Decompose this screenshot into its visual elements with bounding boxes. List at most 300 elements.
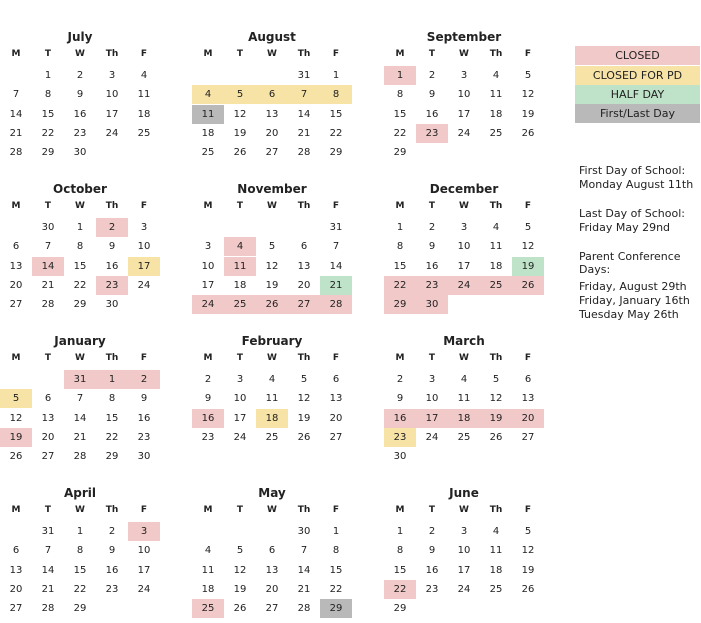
day-cell: 14 (9, 109, 23, 120)
day-cell: 17 (457, 109, 471, 120)
day-cell: 8 (332, 545, 340, 556)
day-cell: 4 (492, 222, 500, 233)
day-cell: 14 (329, 261, 343, 272)
weekday-header: F (332, 505, 340, 515)
weekday-header: W (75, 353, 85, 363)
day-cell: 2 (204, 374, 212, 385)
day-cell: 21 (297, 128, 311, 139)
day-cell: 13 (521, 393, 535, 404)
weekday-header: W (459, 505, 469, 515)
day-cell: 13 (329, 393, 343, 404)
day-cell: 12 (233, 565, 247, 576)
day-cell: 12 (233, 109, 247, 120)
day-cell: 5 (524, 222, 532, 233)
weekday-header: T (44, 353, 52, 363)
weekday-header: M (11, 49, 21, 59)
day-cell: 13 (41, 413, 55, 424)
weekday-header: W (459, 49, 469, 59)
day-cell: 3 (204, 241, 212, 252)
day-cell: 10 (457, 89, 471, 100)
month-title: April (63, 486, 97, 500)
day-cell: 19 (521, 565, 535, 576)
day-cell: 20 (512, 409, 544, 428)
day-cell: 28 (9, 147, 23, 158)
day-cell: 3 (108, 70, 116, 81)
month-title: February (241, 334, 303, 348)
legend-closed-for-pd: CLOSED FOR PD (575, 66, 700, 85)
weekday-header: W (459, 353, 469, 363)
day-cell: 17 (457, 261, 471, 272)
day-cell: 11 (201, 565, 215, 576)
day-cell: 26 (512, 276, 544, 295)
day-cell: 2 (428, 70, 436, 81)
day-cell: 25 (224, 295, 256, 314)
day-cell: 3 (236, 374, 244, 385)
day-cell: 21 (320, 276, 352, 295)
day-cell: 7 (288, 85, 320, 104)
weekday-header: Th (297, 49, 311, 59)
day-cell: 22 (105, 432, 119, 443)
day-cell: 13 (297, 261, 311, 272)
day-cell: 4 (192, 85, 224, 104)
day-cell: 12 (521, 545, 535, 556)
day-cell: 18 (489, 261, 503, 272)
day-cell: 15 (393, 565, 407, 576)
day-cell: 15 (393, 261, 407, 272)
conference-date: Friday, January 16th (579, 294, 690, 307)
day-cell: 1 (396, 222, 404, 233)
day-cell: 11 (137, 89, 151, 100)
day-cell: 8 (76, 241, 84, 252)
day-cell: 2 (428, 222, 436, 233)
day-cell: 22 (73, 280, 87, 291)
day-cell: 18 (256, 409, 288, 428)
day-cell: 8 (44, 89, 52, 100)
weekday-header: F (140, 353, 148, 363)
weekday-header: Th (297, 201, 311, 211)
day-cell: 29 (329, 147, 343, 158)
day-cell: 29 (105, 451, 119, 462)
day-cell: 9 (76, 89, 84, 100)
day-cell: 3 (428, 374, 436, 385)
month-title: September (426, 30, 502, 44)
month-title: December (429, 182, 499, 196)
day-cell: 25 (137, 128, 151, 139)
day-cell: 9 (396, 393, 404, 404)
day-cell: 28 (41, 299, 55, 310)
month-title: January (54, 334, 106, 348)
day-cell: 12 (9, 413, 23, 424)
day-cell: 18 (201, 584, 215, 595)
day-cell: 12 (521, 89, 535, 100)
day-cell: 31 (297, 70, 311, 81)
day-cell: 5 (236, 545, 244, 556)
month-title: November (237, 182, 307, 196)
day-cell: 16 (192, 409, 224, 428)
day-cell: 16 (384, 409, 416, 428)
day-cell: 4 (140, 70, 148, 81)
day-cell: 11 (489, 241, 503, 252)
day-cell: 1 (44, 70, 52, 81)
weekday-header: Th (297, 505, 311, 515)
day-cell: 29 (320, 599, 352, 618)
weekday-header: M (203, 505, 213, 515)
day-cell: 24 (448, 276, 480, 295)
day-cell: 14 (32, 257, 64, 276)
day-cell: 27 (265, 147, 279, 158)
day-cell: 15 (41, 109, 55, 120)
day-cell: 10 (457, 241, 471, 252)
day-cell: 30 (416, 295, 448, 314)
weekday-header: Th (489, 505, 503, 515)
day-cell: 18 (137, 109, 151, 120)
weekday-header: T (428, 505, 436, 515)
day-cell: 29 (73, 603, 87, 614)
day-cell: 8 (396, 241, 404, 252)
day-cell: 4 (492, 70, 500, 81)
weekday-header: F (524, 49, 532, 59)
day-cell: 14 (297, 565, 311, 576)
weekday-header: W (459, 201, 469, 211)
conference-date: Tuesday May 26th (579, 308, 679, 321)
day-cell: 4 (492, 526, 500, 537)
day-cell: 30 (41, 222, 55, 233)
day-cell: 31 (41, 526, 55, 537)
day-cell: 30 (137, 451, 151, 462)
weekday-header: W (75, 49, 85, 59)
day-cell: 2 (96, 218, 128, 237)
day-cell: 7 (332, 241, 340, 252)
day-cell: 19 (297, 413, 311, 424)
day-cell: 17 (233, 413, 247, 424)
day-cell: 10 (425, 393, 439, 404)
day-cell: 8 (396, 545, 404, 556)
day-cell: 7 (76, 393, 84, 404)
day-cell: 15 (329, 109, 343, 120)
day-cell: 17 (201, 280, 215, 291)
month-title: March (443, 334, 485, 348)
day-cell: 10 (457, 545, 471, 556)
day-cell: 11 (265, 393, 279, 404)
weekday-header: F (140, 49, 148, 59)
day-cell: 6 (332, 374, 340, 385)
weekday-header: F (524, 505, 532, 515)
day-cell: 21 (73, 432, 87, 443)
day-cell: 10 (201, 261, 215, 272)
weekday-header: T (428, 353, 436, 363)
day-cell: 16 (425, 261, 439, 272)
day-cell: 18 (448, 409, 480, 428)
day-cell: 1 (332, 70, 340, 81)
weekday-header: M (395, 505, 405, 515)
day-cell: 15 (105, 413, 119, 424)
legend-closed: CLOSED (575, 46, 700, 65)
day-cell: 6 (12, 545, 20, 556)
day-cell: 1 (76, 526, 84, 537)
weekday-header: Th (105, 505, 119, 515)
day-cell: 28 (297, 603, 311, 614)
day-cell: 20 (9, 584, 23, 595)
first-day-heading: First Day of School: (579, 164, 686, 177)
weekday-header: T (236, 49, 244, 59)
day-cell: 23 (73, 128, 87, 139)
day-cell: 23 (137, 432, 151, 443)
day-cell: 6 (12, 241, 20, 252)
day-cell: 30 (297, 526, 311, 537)
day-cell: 21 (9, 128, 23, 139)
day-cell: 6 (44, 393, 52, 404)
day-cell: 16 (73, 109, 87, 120)
day-cell: 15 (329, 565, 343, 576)
day-cell: 31 (64, 370, 96, 389)
day-cell: 25 (265, 432, 279, 443)
day-cell: 27 (521, 432, 535, 443)
day-cell: 10 (137, 545, 151, 556)
day-cell: 3 (460, 70, 468, 81)
day-cell: 21 (41, 280, 55, 291)
day-cell: 19 (521, 109, 535, 120)
day-cell: 8 (76, 545, 84, 556)
day-cell: 28 (73, 451, 87, 462)
day-cell: 17 (137, 565, 151, 576)
day-cell: 25 (480, 276, 512, 295)
day-cell: 20 (329, 413, 343, 424)
weekday-header: T (428, 49, 436, 59)
day-cell: 5 (524, 70, 532, 81)
weekday-header: F (140, 201, 148, 211)
day-cell: 27 (9, 299, 23, 310)
day-cell: 9 (140, 393, 148, 404)
day-cell: 30 (393, 451, 407, 462)
day-cell: 19 (480, 409, 512, 428)
day-cell: 5 (492, 374, 500, 385)
day-cell: 1 (96, 370, 128, 389)
day-cell: 5 (224, 85, 256, 104)
day-cell: 21 (41, 584, 55, 595)
day-cell: 15 (73, 565, 87, 576)
day-cell: 12 (297, 393, 311, 404)
weekday-header: T (44, 49, 52, 59)
day-cell: 23 (96, 276, 128, 295)
day-cell: 22 (384, 276, 416, 295)
day-cell: 18 (489, 109, 503, 120)
day-cell: 13 (9, 261, 23, 272)
weekday-header: W (267, 201, 277, 211)
day-cell: 25 (489, 584, 503, 595)
day-cell: 18 (201, 128, 215, 139)
day-cell: 20 (297, 280, 311, 291)
day-cell: 16 (137, 413, 151, 424)
day-cell: 9 (204, 393, 212, 404)
day-cell: 19 (0, 428, 32, 447)
weekday-header: F (524, 353, 532, 363)
last-day-heading: Last Day of School: (579, 207, 685, 220)
day-cell: 29 (384, 295, 416, 314)
weekday-header: T (44, 505, 52, 515)
weekday-header: M (203, 201, 213, 211)
day-cell: 23 (384, 428, 416, 447)
day-cell: 11 (192, 105, 224, 124)
weekday-header: M (395, 353, 405, 363)
weekday-header: F (524, 201, 532, 211)
conference-date: Friday, August 29th (579, 280, 687, 293)
day-cell: 30 (105, 299, 119, 310)
day-cell: 4 (460, 374, 468, 385)
day-cell: 22 (41, 128, 55, 139)
weekday-header: F (332, 201, 340, 211)
weekday-header: M (395, 49, 405, 59)
day-cell: 29 (393, 603, 407, 614)
day-cell: 26 (521, 584, 535, 595)
weekday-header: F (332, 353, 340, 363)
day-cell: 29 (41, 147, 55, 158)
day-cell: 9 (428, 89, 436, 100)
day-cell: 19 (265, 280, 279, 291)
day-cell: 2 (428, 526, 436, 537)
day-cell: 6 (256, 85, 288, 104)
day-cell: 6 (268, 545, 276, 556)
day-cell: 12 (521, 241, 535, 252)
day-cell: 22 (384, 580, 416, 599)
day-cell: 9 (428, 241, 436, 252)
weekday-header: Th (489, 353, 503, 363)
day-cell: 9 (428, 545, 436, 556)
day-cell: 27 (265, 603, 279, 614)
day-cell: 17 (457, 565, 471, 576)
day-cell: 1 (396, 526, 404, 537)
day-cell: 8 (396, 89, 404, 100)
day-cell: 9 (108, 241, 116, 252)
day-cell: 7 (12, 89, 20, 100)
day-cell: 26 (9, 451, 23, 462)
day-cell: 2 (396, 374, 404, 385)
day-cell: 20 (265, 584, 279, 595)
day-cell: 8 (108, 393, 116, 404)
day-cell: 25 (192, 599, 224, 618)
day-cell: 8 (320, 85, 352, 104)
day-cell: 5 (268, 241, 276, 252)
day-cell: 2 (76, 70, 84, 81)
day-cell: 27 (9, 603, 23, 614)
day-cell: 25 (201, 147, 215, 158)
day-cell: 19 (233, 584, 247, 595)
day-cell: 7 (300, 545, 308, 556)
day-cell: 16 (105, 565, 119, 576)
day-cell: 14 (297, 109, 311, 120)
day-cell: 24 (457, 128, 471, 139)
day-cell: 3 (460, 222, 468, 233)
day-cell: 15 (393, 109, 407, 120)
day-cell: 25 (457, 432, 471, 443)
day-cell: 23 (425, 584, 439, 595)
weekday-header: W (75, 201, 85, 211)
day-cell: 19 (233, 128, 247, 139)
day-cell: 11 (489, 545, 503, 556)
day-cell: 28 (320, 295, 352, 314)
day-cell: 25 (489, 128, 503, 139)
day-cell: 24 (137, 280, 151, 291)
weekday-header: W (75, 505, 85, 515)
day-cell: 13 (265, 109, 279, 120)
day-cell: 7 (44, 241, 52, 252)
day-cell: 23 (201, 432, 215, 443)
weekday-header: M (11, 201, 21, 211)
day-cell: 24 (457, 584, 471, 595)
day-cell: 19 (512, 257, 544, 276)
day-cell: 5 (0, 389, 32, 408)
weekday-header: W (267, 505, 277, 515)
day-cell: 4 (268, 374, 276, 385)
weekday-header: M (11, 353, 21, 363)
day-cell: 26 (256, 295, 288, 314)
day-cell: 5 (524, 526, 532, 537)
day-cell: 23 (416, 276, 448, 295)
weekday-header: F (140, 505, 148, 515)
weekday-header: T (44, 201, 52, 211)
day-cell: 20 (41, 432, 55, 443)
legend-first-last-day: First/Last Day (575, 104, 700, 123)
weekday-header: M (203, 49, 213, 59)
day-cell: 17 (105, 109, 119, 120)
day-cell: 2 (128, 370, 160, 389)
day-cell: 16 (425, 109, 439, 120)
day-cell: 24 (233, 432, 247, 443)
day-cell: 26 (233, 603, 247, 614)
day-cell: 5 (300, 374, 308, 385)
day-cell: 26 (521, 128, 535, 139)
last-day-value: Friday May 29nd (579, 221, 671, 234)
day-cell: 18 (489, 565, 503, 576)
day-cell: 6 (524, 374, 532, 385)
day-cell: 1 (332, 526, 340, 537)
day-cell: 1 (384, 66, 416, 85)
day-cell: 28 (297, 147, 311, 158)
weekday-header: Th (489, 201, 503, 211)
day-cell: 13 (9, 565, 23, 576)
weekday-header: M (11, 505, 21, 515)
day-cell: 31 (329, 222, 343, 233)
day-cell: 10 (233, 393, 247, 404)
month-title: May (258, 486, 286, 500)
day-cell: 9 (108, 545, 116, 556)
day-cell: 14 (73, 413, 87, 424)
day-cell: 21 (297, 584, 311, 595)
day-cell: 10 (105, 89, 119, 100)
day-cell: 23 (105, 584, 119, 595)
day-cell: 3 (128, 522, 160, 541)
weekday-header: F (332, 49, 340, 59)
day-cell: 26 (489, 432, 503, 443)
weekday-header: W (267, 353, 277, 363)
day-cell: 24 (137, 584, 151, 595)
month-title: June (449, 486, 479, 500)
day-cell: 7 (44, 545, 52, 556)
legend-half-day: HALF DAY (575, 85, 700, 104)
day-cell: 12 (489, 393, 503, 404)
day-cell: 11 (457, 393, 471, 404)
day-cell: 27 (41, 451, 55, 462)
month-title: August (248, 30, 296, 44)
month-title: October (53, 182, 107, 196)
day-cell: 29 (73, 299, 87, 310)
day-cell: 23 (416, 124, 448, 143)
day-cell: 20 (265, 128, 279, 139)
day-cell: 17 (128, 257, 160, 276)
day-cell: 15 (73, 261, 87, 272)
day-cell: 16 (105, 261, 119, 272)
day-cell: 22 (329, 584, 343, 595)
weekday-header: T (236, 353, 244, 363)
